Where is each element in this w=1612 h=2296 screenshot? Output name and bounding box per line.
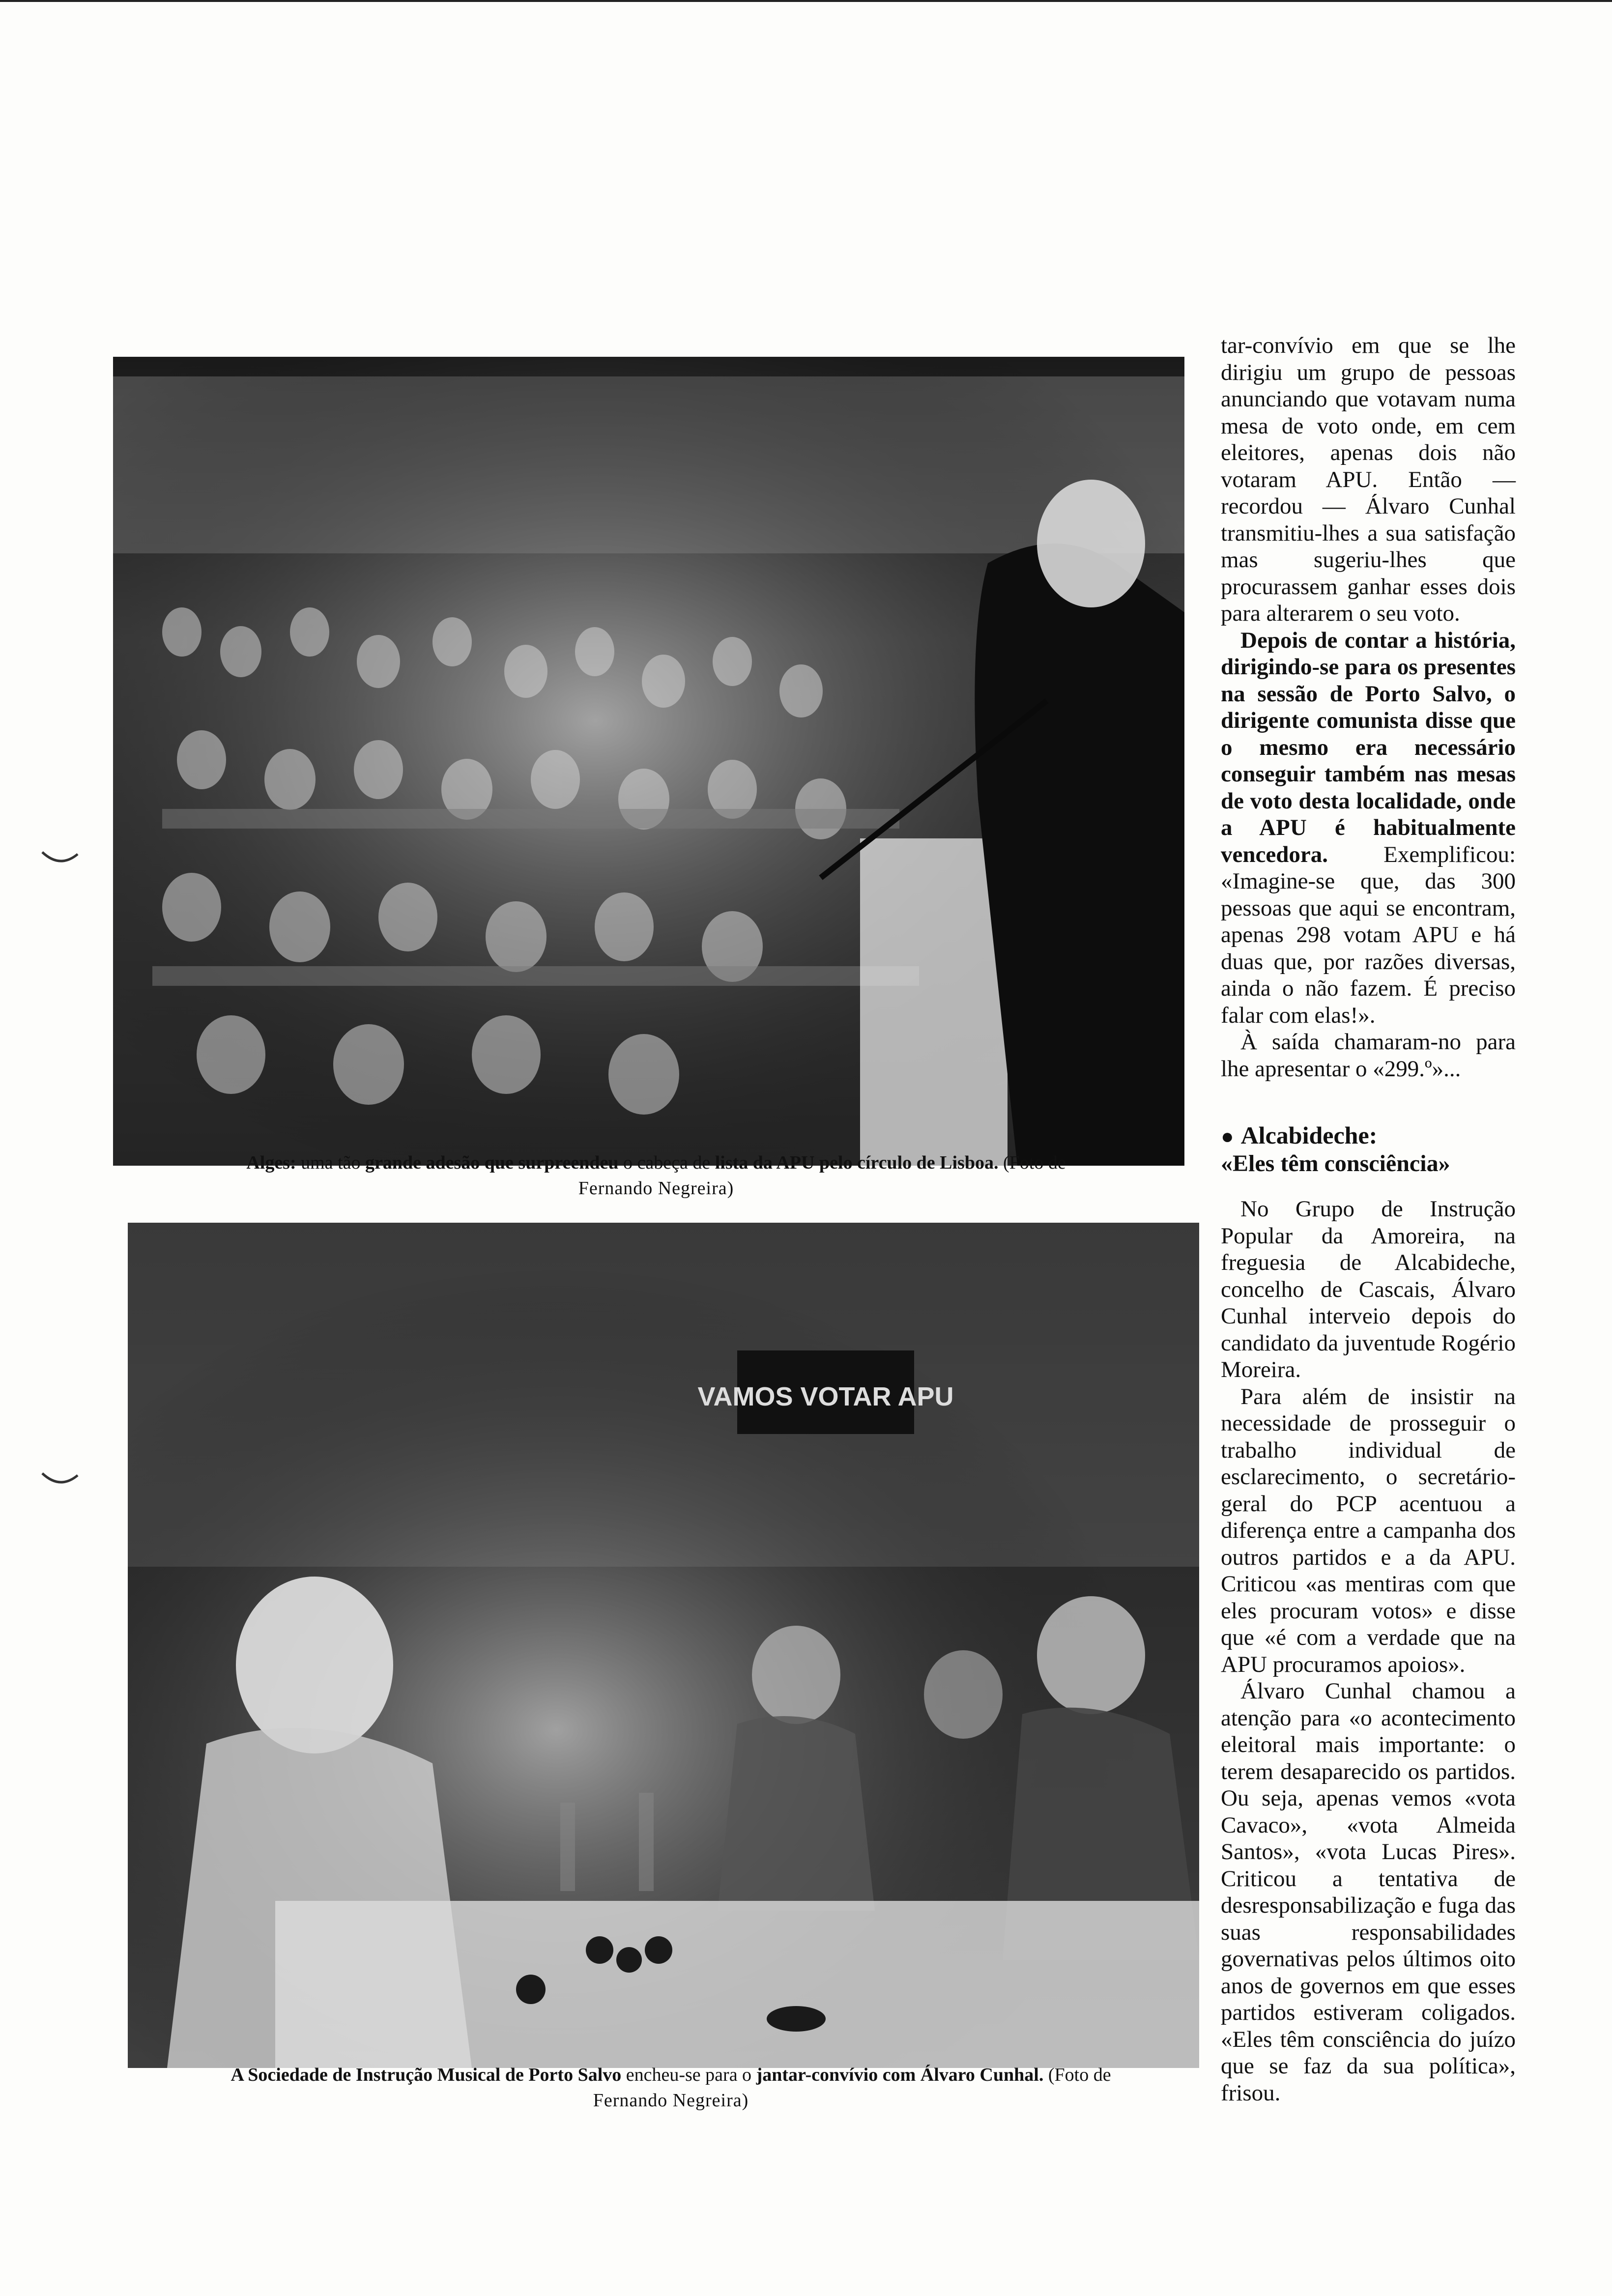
bullet-icon: ● <box>1221 1124 1234 1148</box>
article-column <box>1221 332 1516 2106</box>
photo2-credit: Fernando Negreira) <box>593 2090 749 2111</box>
paragraph: No Grupo de Instrução Popular da Amoreira, na freguesia de Alcabideche, concelho de Cascais, Álvaro Cunhal interveio depois do candidato da juventude Rogério Moreira. <box>1221 1196 1516 1382</box>
banner-sign-text: VAMOS VOTAR APU <box>697 1382 954 1411</box>
photo-algés-rally <box>113 357 1184 1166</box>
punch-mark <box>40 1470 80 1490</box>
photo1-caption: Alges: uma tão grande adesão que surpreendeu o cabeça de lista da APU pelo círculo de Lisboa. (Foto de Fernando Negreira) <box>113 1150 1199 1201</box>
photo-porto-salvo-dinner <box>128 1223 1199 2068</box>
photo2-caption: A Sociedade de Instrução Musical de Porto Salvo encheu-se para o jantar-convívio com Álvaro Cunhal. (Foto de Fernando Negreira) <box>128 2062 1214 2113</box>
section-heading: ● Alcabideche: <box>1221 1121 1378 1149</box>
paragraph: Para além de insistir na necessidade de prosseguir o trabalho individual de esclarecimento, o secretário-geral do PCP acentuou a diferença entre a campanha dos outros partidos e a da APU. Criticou «as mentiras com que eles procuram votos» e disse que «é com a verdade que na APU procuramos apoios». <box>1221 1383 1516 1677</box>
paragraph: tar-convívio em que se lhe dirigiu um grupo de pessoas anunciando que votavam numa mesa de voto onde, em cem eleitores, apenas dois não votaram APU. Então — recordou — Álvaro Cunhal transmitiu-lhes a sua satisfação mas sugeriu-lhes que procurassem ganhar esses dois para alterarem o seu voto. <box>1221 333 1516 626</box>
paragraph: Depois de contar a história, dirigindo-se para os presentes na sessão de Porto Salvo, o dirigente comunista disse que o mesmo era necessário conseguir também nas mesas de voto desta localidade, onde a APU é habitualmente vencedora. Exemplificou: «Imagine-se que, das 300 pessoas que aqui se encontram, apenas 298 votam APU e há duas que, por razões diversas, ainda o não fazem. É preciso falar com elas!». <box>1221 627 1516 1028</box>
punch-mark <box>40 849 80 869</box>
photo1-credit: Fernando Negreira) <box>578 1178 734 1199</box>
section-subheading: «Eles têm consciência» <box>1221 1150 1450 1177</box>
paragraph: Álvaro Cunhal chamou a atenção para «o acontecimento eleitoral mais importante: o terem desaparecido os partidos. Ou seja, apenas vemos «vota Cavaco», «vota Almeida Santos», «vota Lucas Pires». Criticou a tentativa de desresponsabilização e fuga das suas responsabilidades governativas pelos últimos oito anos de governos em que esses partidos estiveram coligados. «Eles têm consciência do juízo que se faz da sua política», frisou. <box>1221 1678 1516 2106</box>
paragraph: À saída chamaram-no para lhe apresentar o «299.º»... <box>1221 1029 1516 1082</box>
top-rule <box>0 0 1612 2</box>
